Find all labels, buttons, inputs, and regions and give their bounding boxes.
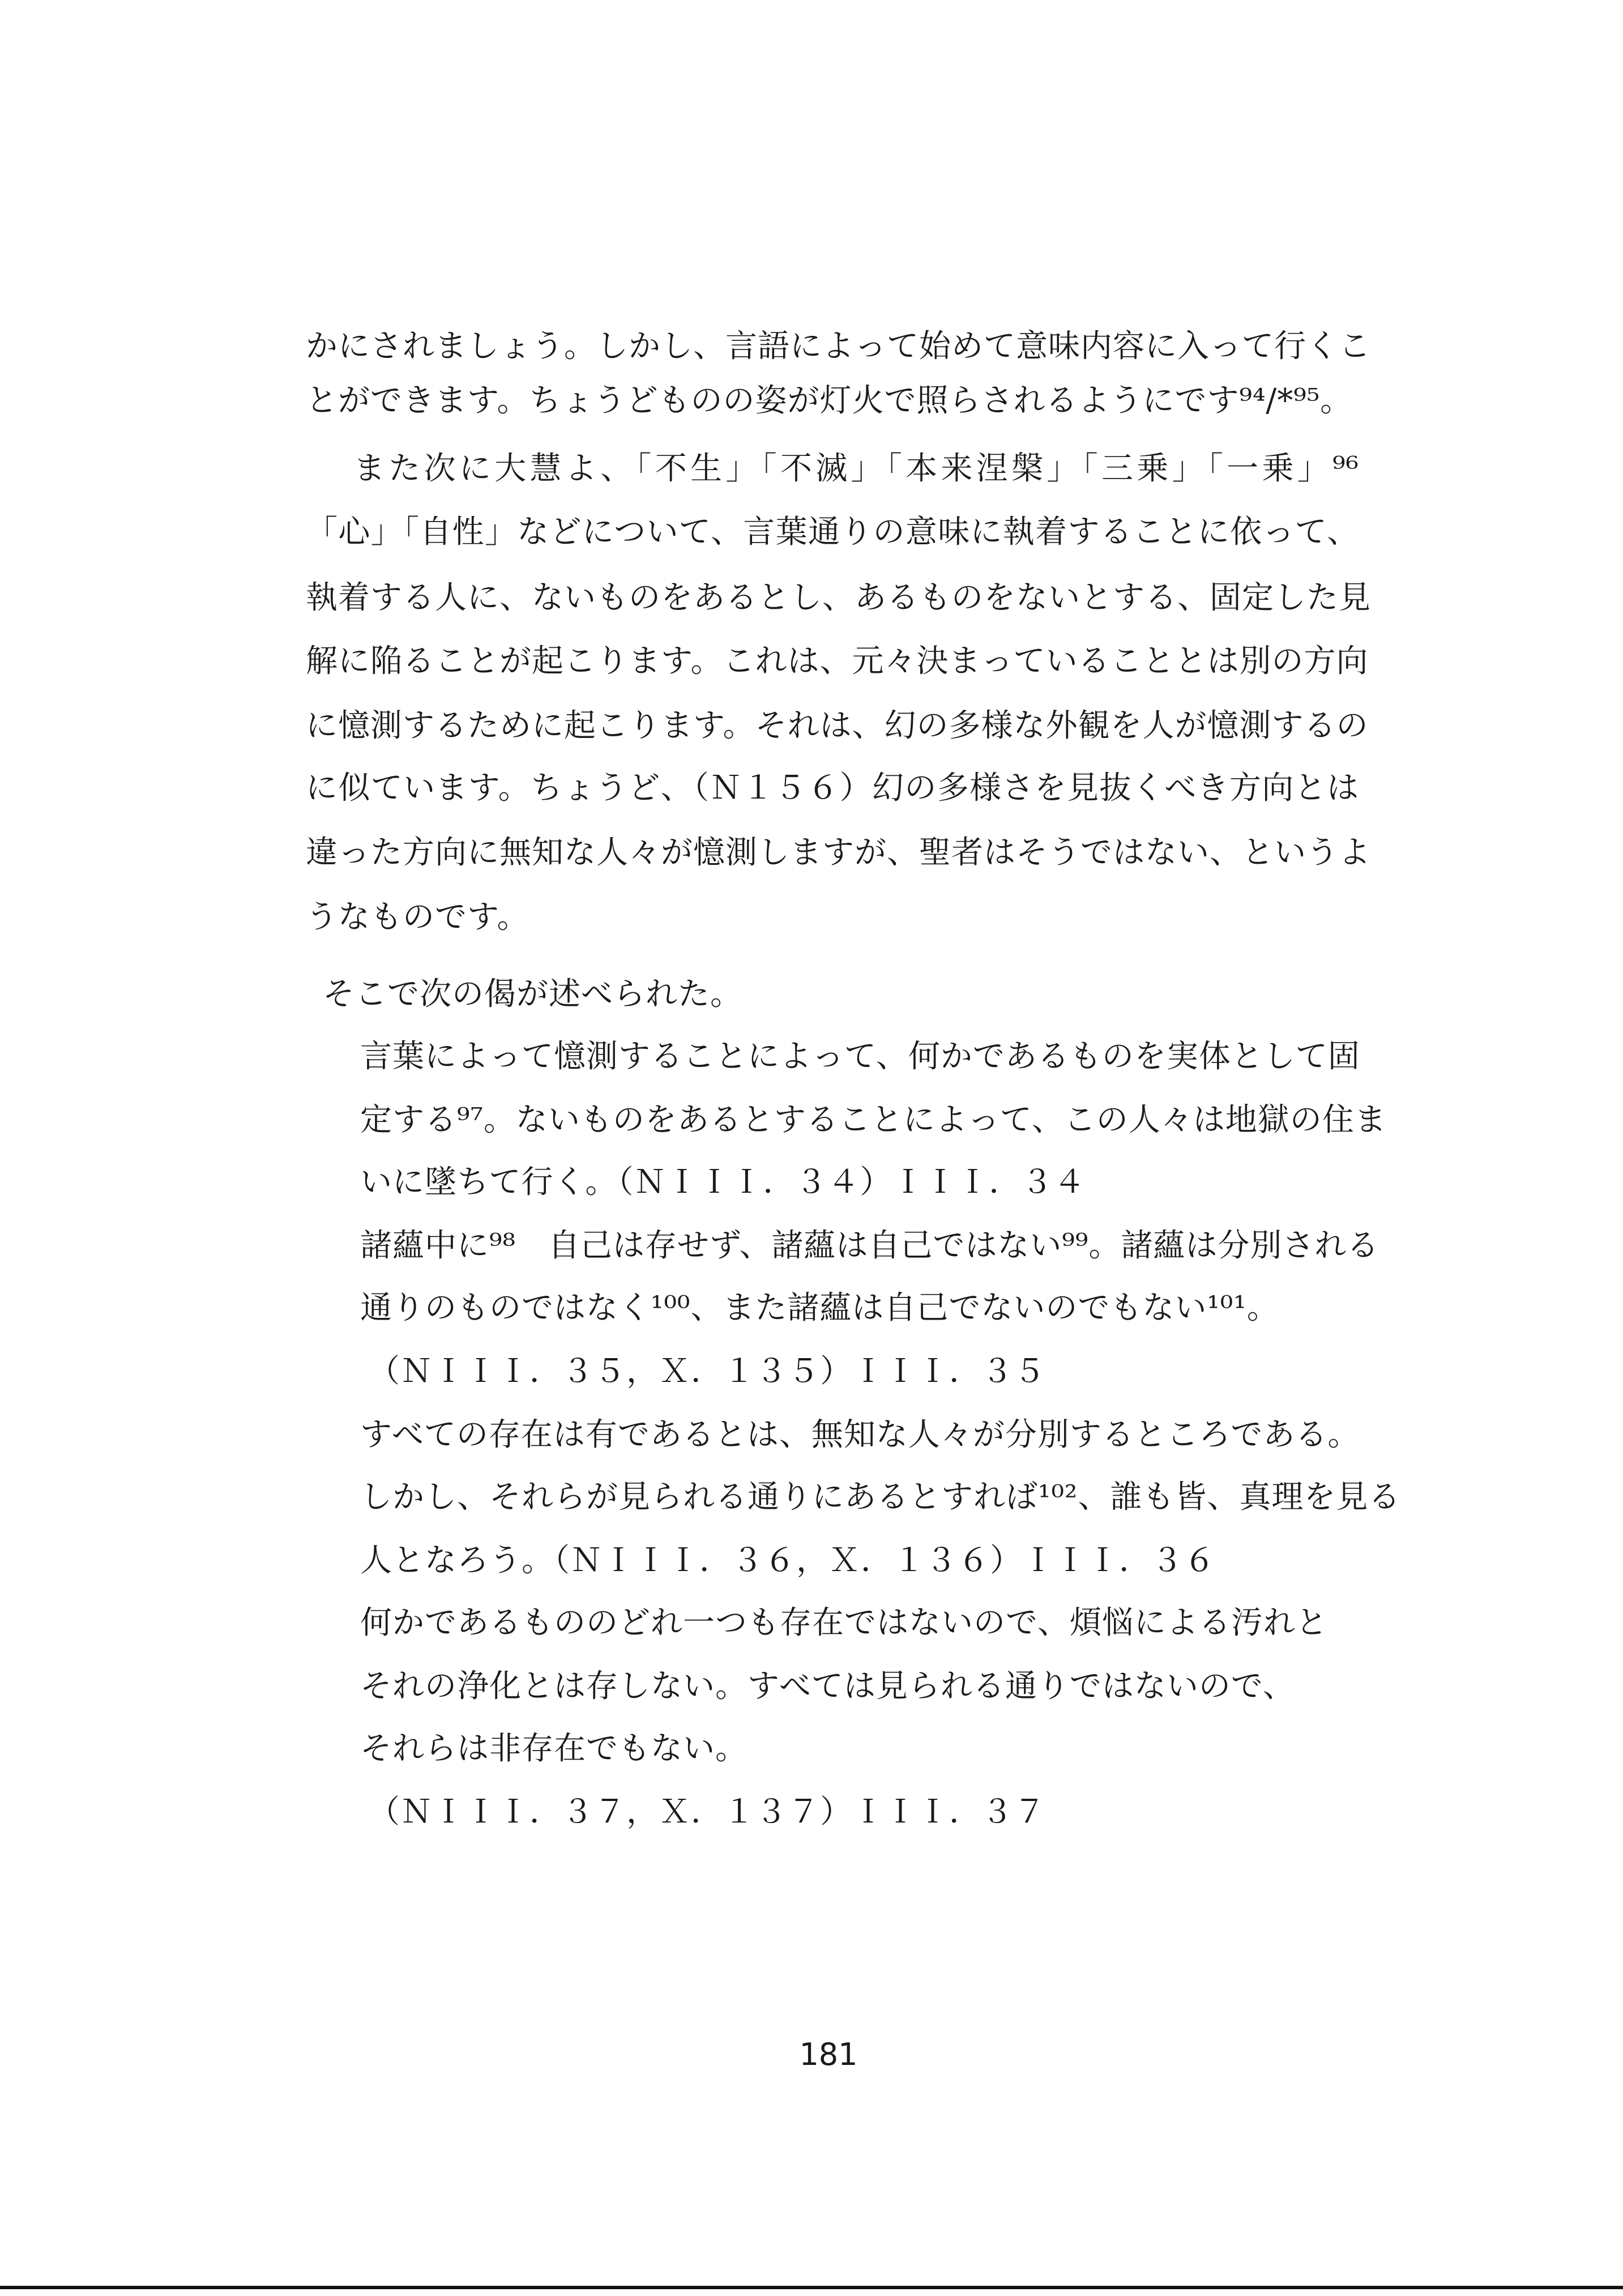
verse-line: すべての存在は有であるとは、無知な人々が分別するところである。 <box>360 1416 1360 1453</box>
verse-line: 諸蘊中に⁹⁸ 自己は存せず、諸蘊は自己ではない⁹⁹。諸蘊は分別される <box>360 1227 1379 1264</box>
body-line-indented: また次に大慧よ、「不生」「不滅」「本来涅槃」「三乗」「一乗」⁹⁶ <box>353 450 1359 487</box>
verse-line: 何かであるもののどれ一つも存在ではないので、煩悩による汚れと <box>360 1604 1328 1641</box>
verse-line: 通りのものではなく¹⁰⁰、また諸蘊は自己でないのでもない¹⁰¹。 <box>360 1290 1279 1326</box>
body-line: に憶測するために起こります。それは、幻の多様な外観を人が憶測するの <box>306 707 1369 744</box>
verse-reference: （ＮＩＩＩ．３５，Ｘ．１３５）ＩＩＩ．３５ <box>368 1353 1046 1390</box>
verse-intro: そこで次の偈が述べられた。 <box>323 976 742 1013</box>
body-line: うなものです。 <box>306 899 529 936</box>
verse-line: いに墜ちて行く。（ＮＩＩＩ．３４）ＩＩＩ．３４ <box>360 1164 1086 1201</box>
verse-line: 定する⁹⁷。ないものをあるとすることによって、この人々は地獄の住ま <box>360 1102 1387 1138</box>
verse-line: 人となろう。（ＮＩＩＩ．３６，Ｘ．１３６）ＩＩＩ．３６ <box>360 1542 1216 1579</box>
body-line: に似ています。ちょうど、（Ｎ１５６）幻の多様さを見抜くべき方向とは <box>306 770 1359 806</box>
body-line: 執着する人に、ないものをあるとし、あるものをないとする、固定した見 <box>306 579 1371 616</box>
body-line: とができます。ちょうどものの姿が灯火で照らされるようにです⁹⁴/*⁹⁵。 <box>306 382 1353 419</box>
verse-line: 言葉によって憶測することによって、何かであるものを実体として固 <box>360 1038 1360 1075</box>
body-line: 解に陥ることが起こります。これは、元々決まっていることとは別の方向 <box>306 643 1369 680</box>
body-line: 違った方向に無知な人々が憶測しますが、聖者はそうではない、というよ <box>306 834 1371 871</box>
page-number: 181 <box>799 2037 858 2072</box>
verse-reference: （ＮＩＩＩ．３７，Ｘ．１３７）ＩＩＩ．３７ <box>368 1794 1046 1830</box>
verse-line: それらは非存在でもない。 <box>360 1730 748 1767</box>
verse-line: しかし、それらが見られる通りにあるとすれば¹⁰²、誰も皆、真理を見る <box>360 1479 1401 1516</box>
bottom-edge-rule <box>0 2286 1623 2289</box>
verse-line: それの浄化とは存しない。すべては見られる通りではないので、 <box>360 1668 1295 1705</box>
body-line: 「心」「自性」などについて、言葉通りの意味に執着することに依って、 <box>306 514 1359 550</box>
body-line: かにされましょう。しかし、言語によって始めて意味内容に入って行くこ <box>306 328 1371 365</box>
